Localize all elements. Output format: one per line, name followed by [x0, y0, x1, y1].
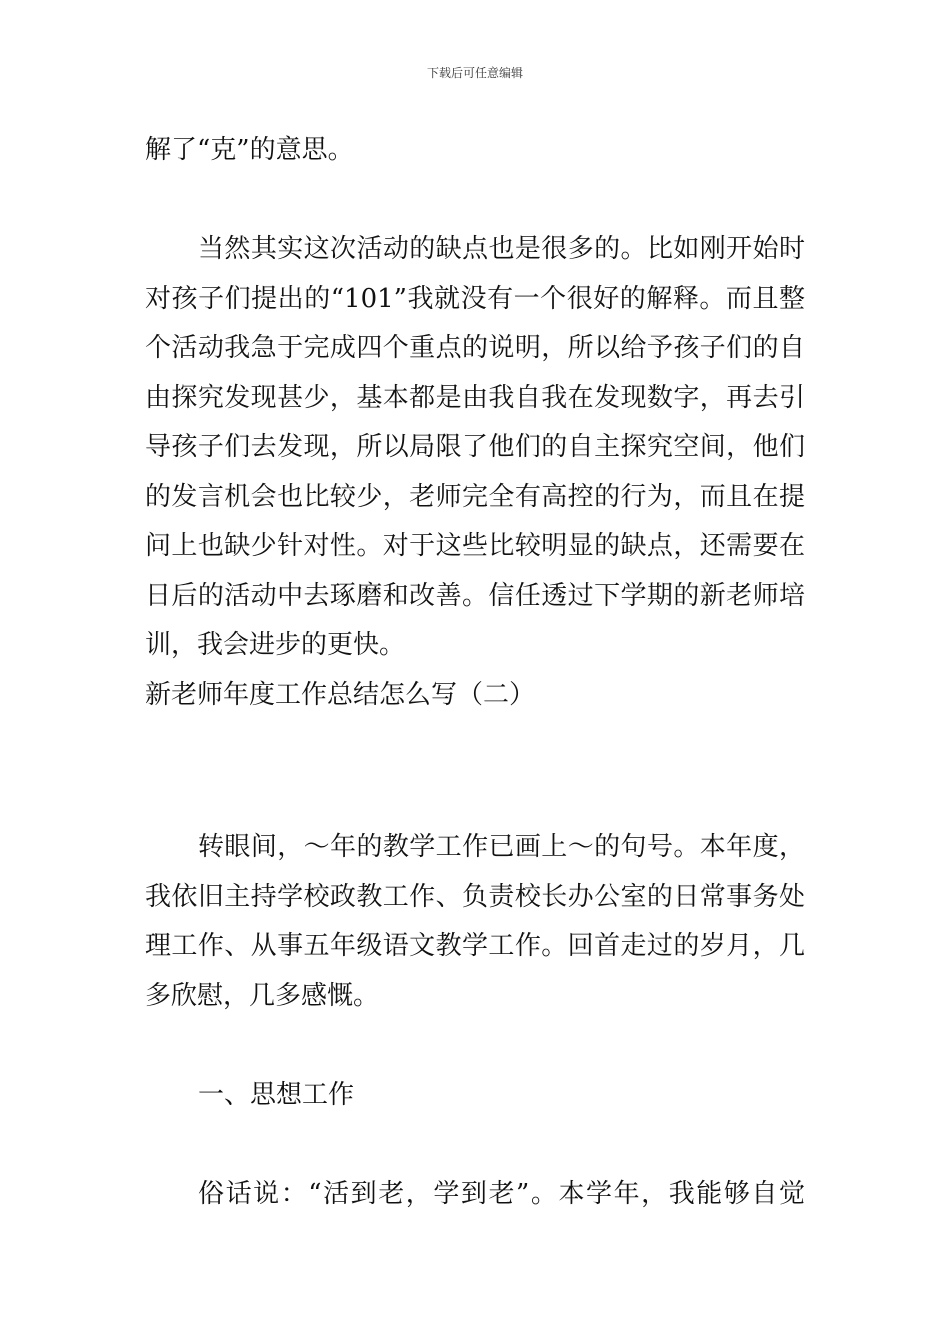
paragraph-line: 我依旧主持学校政教工作、负责校长办公室的日常事务处 — [145, 881, 805, 912]
paragraph-spacer — [145, 720, 805, 819]
paragraph-line: 由探究发现甚少，基本都是由我自我在发现数字，再去引 — [145, 382, 805, 413]
paragraph — [145, 225, 805, 671]
paragraph-line: 问上也缺少针对性。对于这些比较明显的缺点，还需要在 — [145, 531, 805, 561]
paragraph — [145, 823, 805, 1021]
paragraph-line: 当然其实这次活动的缺点也是很多的。比如刚开始时 — [198, 234, 805, 264]
paragraph-line: 导孩子们去发现，所以局限了他们的自主探究空间，他们 — [145, 432, 805, 462]
document-body — [145, 126, 805, 1219]
paragraph-line: 对孩子们提出的“101”我就没有一个很好的解释。而且整 — [145, 283, 805, 314]
page-header: 下载后可任意编辑 — [426, 66, 523, 80]
section-title: 新老师年度工作总结怎么写（二） — [145, 679, 536, 710]
paragraph-spacer — [145, 176, 805, 226]
paragraph-line: 解了“克”的意思。 — [145, 135, 354, 165]
paragraph-line: 俗话说：“活到老，学到老”。本学年，我能够自觉 — [198, 1178, 805, 1209]
paragraph-line: 训，我会进步的更快。 — [145, 630, 406, 660]
paragraph-line: 的发言机会也比较少，老师完全有高控的行为，而且在提 — [145, 481, 805, 512]
paragraph-line: 理工作、从事五年级语文教学工作。回首走过的岁月，几 — [145, 931, 805, 961]
section-heading: 一、思想工作 — [198, 1079, 355, 1110]
paragraph-line: 个活动我急于完成四个重点的说明，所以给予孩子们的自 — [145, 333, 805, 363]
paragraph-line: 多欣慰，几多感慨。 — [145, 980, 380, 1011]
paragraph-line: 日后的活动中去琢磨和改善。信任透过下学期的新老师培 — [145, 580, 805, 611]
paragraph-spacer — [145, 1021, 805, 1071]
paragraph-spacer — [145, 1120, 805, 1170]
paragraph-line: 转眼间，～年的教学工作已画上～的句号。本年度， — [198, 832, 805, 862]
